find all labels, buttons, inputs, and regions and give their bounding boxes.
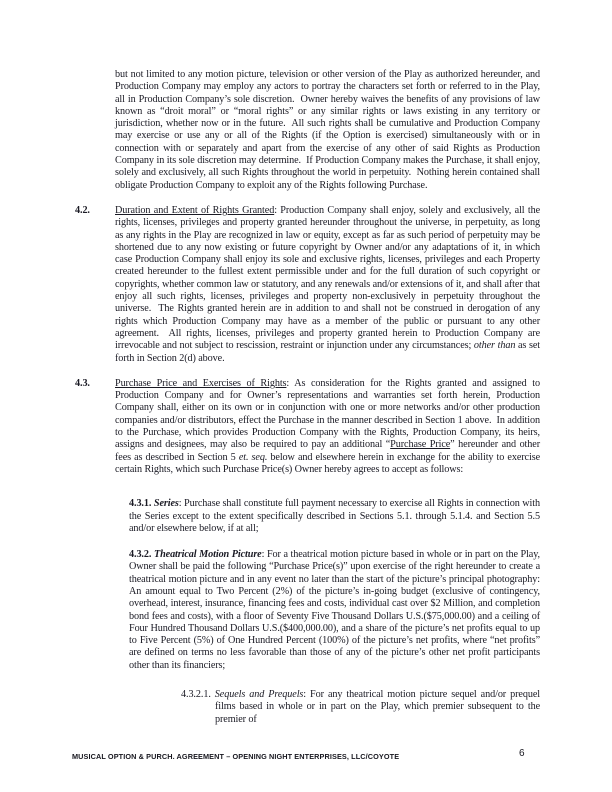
page-footer bbox=[72, 748, 540, 763]
footer-document-title: MUSICAL OPTION & PURCH. AGREEMENT – OPENING NIGHT ENTERPRISES, LLC/COYOTE bbox=[72, 752, 400, 761]
section-4-3 bbox=[75, 377, 543, 476]
section-4-3-number: 4.3. bbox=[75, 377, 90, 389]
section-4-3-body: Purchase Price and Exercises of Rights: As consideration for the Rights granted and assigned to Production Company and for Owner’s representations and warranties set forth herein, Production Company shall, either on its own or in conjunction with one or more networks and/or other production companies and/or distributors, effect the Purchase in the manner described in Section 1 above. In addition to the Purchase, which provides Production Company with the Rights, Production Company, its heirs, assigns and designees, may also be required to pay an additional “Purchase Price” hereunder and other fees as described in Section 5 et. seq. below and elsewhere herein in exchange for the ability to exercise certain Rights, which such Purchase Price(s) Owner hereby agrees to accept as follows: bbox=[115, 377, 543, 475]
paragraph-continuation: but not limited to any motion picture, television or other version of the Play as authorized hereunder, and Production Company may employ any actors to portray the characters set forth or referred to in the Play, all in Production Company’s sole discretion. Owner hereby waives the benefits of any provisions of law known as “droit moral” or “moral rights” or any similar rights or laws existing in any territory or jurisdiction, whether now or in the future. All such rights shall be cumulative and Production Company may exercise or use any or all of the Rights (if the Option is exercised) simultaneously with or in connection with or separately and apart from the exercise of any other of said Rights as Production Company in its sole discretion may determine. If Production Company makes the Purchase, it shall enjoy, solely and exclusively, all such Rights throughout the world in perpetuity. Nothing herein contained shall obligate Production Company to exploit any of the Rights following Purchase. bbox=[115, 69, 543, 191]
subsection-4-3-2: 4.3.2. Theatrical Motion Picture: For a theatrical motion picture based in whole or in part on the Play, Owner shall be paid the following “Purchase Price(s)” upon exercise of the right hereunder to create a theatrical motion picture and in any event no later than the start of the picture’s principal photography: An amount equal to Two Percent (2%) of the picture’s in-going budget (exclusive of contingency, overhead, interest, insurance, financing fees and costs, individual cast over $2 Million, and completion bond fees and costs), with a floor of Seventy Five Thousand Dollars U.S.($75,000.00) and a ceiling of Four Hundred Thousand Dollars U.S.($400,000.00), and a share of the picture’s net profits equal to up to Five Percent (5%) of One Hundred Percent (100%) of the picture’s net profits, where “net profits” are defined on terms no less favorable than those of any of the picture’s other net profit participants other than its financiers; bbox=[129, 549, 543, 671]
section-4-2-number: 4.2. bbox=[75, 204, 90, 216]
section-4-2-body: Duration and Extent of Rights Granted: Production Company shall enjoy, solely and exclusively, all the rights, licenses, privileges and property granted hereunder throughout the universe, in perpetuity, as long as any rights in the Play are recognized in law or equity, except as far as such period of perpetuity may be shortened due to any now existing or future copyright by Owner and/or any adaptations of it, in which case Production Company shall enjoy its sole and exclusive rights, licenses, privileges and each Property created hereunder to the fullest extent permissible under and for the full duration of such copyright or copyrights, whether common law or statutory, and any renewals and/or extensions of it, and shall after that enjoy all such rights, licenses, privileges and property non-exclusively in perpetuity throughout the universe. The Rights granted herein are in addition to and shall not be construed in derogation of any rights which Production Company may have as a member of the public or pursuant to any other agreement. All rights, licenses, privileges and property granted herein to Production Company are irrevocable and not subject to rescission, restraint or injunction under any circumstances; other than as set forth in Section 2(d) above. bbox=[115, 204, 543, 364]
page-number: 6 bbox=[519, 748, 525, 759]
section-4-2 bbox=[75, 204, 543, 365]
subsection-4-3-1: 4.3.1. Series: Purchase shall constitute full payment necessary to exercise all Rights in connection with the Series except to the extent specifically described in Sections 5.1. through 5.1.4. and Section 5.5 and/or elsewhere below, if at all; bbox=[129, 498, 543, 534]
subsection-4-3-2-1: 4.3.2.1. Sequels and Prequels: For any theatrical motion picture sequel and/or prequel films based in whole or in part on the Play, which premier subsequent to the premier of bbox=[181, 689, 543, 725]
